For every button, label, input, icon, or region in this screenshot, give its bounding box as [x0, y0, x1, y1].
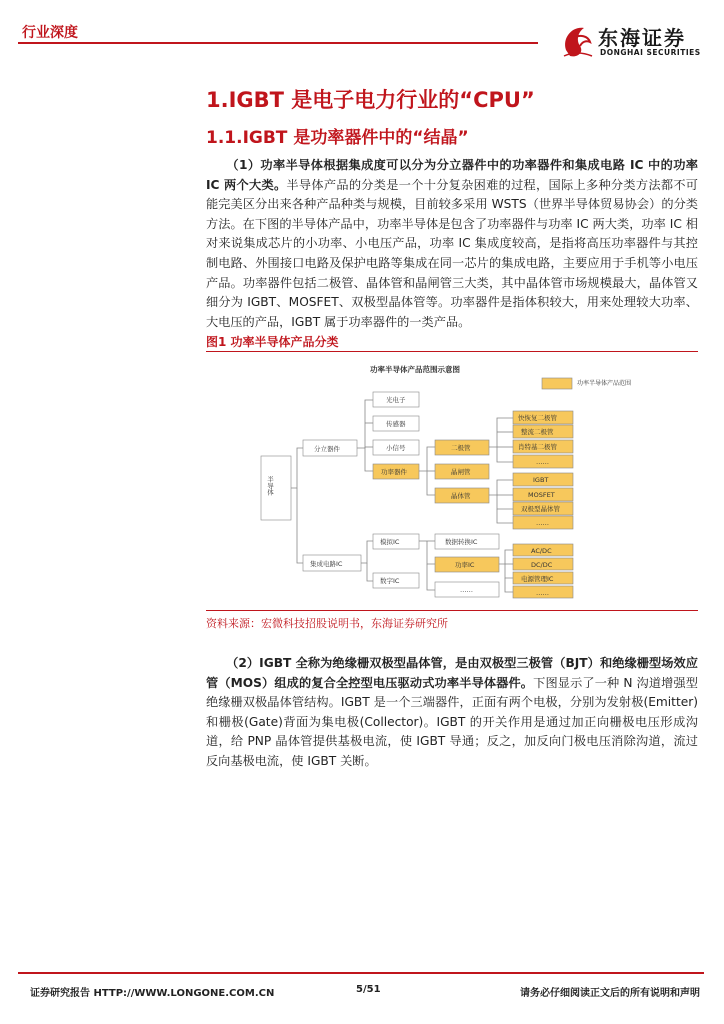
node-discrete: 分立器件	[314, 445, 340, 453]
section-heading: 1.1.IGBT 是功率器件中的“结晶”	[206, 128, 469, 148]
node-bjt: 双极型晶体管	[521, 505, 560, 513]
legend-label: 功率半导体产品范围	[577, 380, 632, 387]
figure-bottom-rule	[206, 610, 698, 611]
logo-text-cn: 东海证券	[598, 26, 686, 50]
node-data-converter-ic: 数据转换IC	[445, 538, 478, 546]
diagram-title: 功率半导体产品范围示意图	[370, 365, 460, 374]
logo-text-en: DONGHAI SECURITIES	[600, 48, 701, 57]
node-optoelectronics: 光电子	[386, 396, 406, 404]
logo-emblem-icon	[560, 20, 594, 60]
node-schottky-diode: 肖特基二极管	[518, 443, 557, 451]
node-power-device: 功率器件	[381, 468, 407, 476]
figure-source: 资料来源：宏微科技招股说明书，东海证券研究所	[206, 617, 448, 630]
node-analog-ic: 模拟IC	[380, 538, 400, 546]
header-divider	[18, 42, 538, 44]
legend-swatch	[542, 378, 572, 389]
paragraph-2-lead: （2）IGBT 全称为绝缘栅双极型晶体管，是由双极型三极管（BJT）和绝缘栅型场效应管（MOS）组成的复合全控型电压驱动式功率半导体器件。	[206, 656, 698, 690]
footer-left: 证券研究报告 HTTP://WWW.LONGONE.COM.CN	[30, 988, 275, 999]
node-igbt: IGBT	[533, 476, 549, 484]
company-logo	[560, 18, 710, 66]
node-power-ic-more: ……	[536, 589, 549, 597]
node-small-signal: 小信号	[386, 444, 406, 452]
paragraph-1-body: 半导体产品的分类是一个十分复杂困难的过程，国际上多种分类方法都不可能完美区分出来各种产品种类与规模，目前较多采用 WSTS（世界半导体贸易协会）的分类方法。在下图的半导体产品中，功率半导体是包含了功率器件与功率 IC 两大类，功率 IC 相对来说集成芯片的小功率、小电压产品，功率 IC 集成度较高，是指将高压功率器件与其控制电路、外围接口电路及保护电路等集成在同一芯片的集成电路，主要应用于手机等小电压产品。功率器件包括二极管、晶体管和晶闸管三大类，其中晶体管市场规模最大，晶体管又细分为 IGBT、MOSFET、双极型晶体管等。功率器件是指体积较大，用来处理较大功率、大电压的产品，IGBT 属于功率器件的一类产品。	[206, 177, 698, 329]
paragraph-1	[206, 156, 698, 332]
chapter-heading: 1.IGBT 是电子电力行业的“CPU”	[206, 88, 535, 112]
node-thyristor: 晶闸管	[451, 468, 471, 476]
page-number: 5/51	[356, 984, 381, 995]
node-diode: 二极管	[451, 444, 471, 452]
node-sensor: 传感器	[386, 420, 406, 428]
node-dc-dc: DC/DC	[531, 561, 553, 569]
node-diode-more: ……	[536, 458, 549, 466]
paragraph-2	[206, 654, 698, 772]
paragraph-1-lead: （1）功率半导体根据集成度可以分为分立器件中的功率器件和集成电路 IC 中的功率 IC 两个大类。	[206, 158, 698, 192]
node-digital-ic: 数字IC	[380, 577, 400, 585]
node-mosfet: MOSFET	[528, 491, 555, 499]
node-fast-recovery-diode: 快恢复二极管	[518, 414, 557, 422]
footer-divider	[18, 972, 704, 974]
figure-top-rule	[206, 351, 698, 352]
section-tag: 行业深度	[22, 25, 78, 41]
node-rectifier-diode: 整流二极管	[521, 428, 554, 436]
node-pmic: 电源管理IC	[521, 575, 554, 583]
node-ac-dc: AC/DC	[531, 547, 552, 555]
node-ic: 集成电路IC	[310, 560, 343, 568]
paragraph-2-body: 下图显示了一种 N 沟道增强型绝缘栅双极晶体管结构。IGBT 是一个三端器件，正面有两个电极，分别为发射极(Emitter)和栅极(Gate)背面为集电极(Collector)。IGBT 的开关作用是通过加正向栅极电压形成沟道，给 PNP 晶体管提供基极电流，使 IGBT 导通；反之，加反向门极电压消除沟道，流过反向基极电流，使 IGBT 关断。	[206, 675, 698, 768]
semiconductor-classification-diagram	[255, 358, 655, 608]
node-root: 半导体	[266, 476, 274, 496]
footer-disclaimer: 请务必仔细阅读正文后的所有说明和声明	[520, 988, 700, 999]
node-transistor-more: ……	[536, 519, 549, 527]
figure-title: 图1 功率半导体产品分类	[206, 335, 339, 349]
node-analog-more: ……	[460, 586, 473, 594]
node-transistor: 晶体管	[451, 492, 471, 500]
node-power-ic: 功率IC	[455, 561, 475, 569]
